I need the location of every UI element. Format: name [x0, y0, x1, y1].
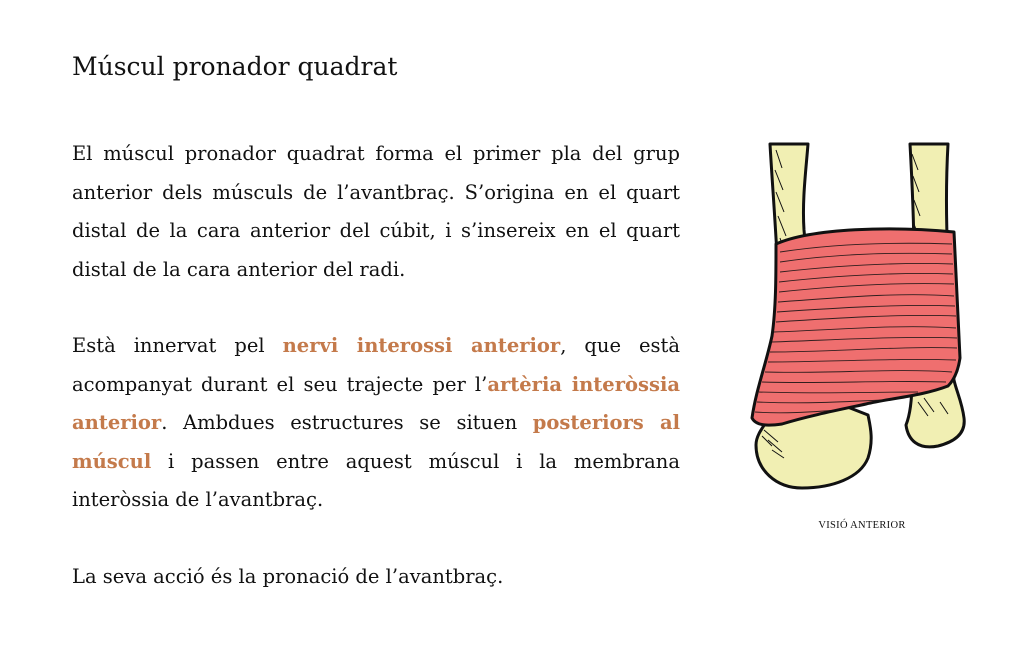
pronator-quadratus-drawing: [742, 140, 982, 500]
page-title: Múscul pronador quadrat: [72, 52, 398, 81]
paragraph-1: El múscul pronador quadrat forma el primer pla del grup anterior dels músculs de l’avantbraç. S’origina en el quart distal de la cara anterior del cúbit, i s’insereix en el quart distal de la cara anterior del radi.: [72, 142, 680, 281]
paragraph-3: La seva acció és la pronació de l’avantbraç.: [72, 564, 504, 588]
paragraph-2-text-1: Està innervat pel: [72, 334, 283, 357]
link-arteria-interossia-anterior[interactable]: artèria interòssia anterior: [72, 372, 680, 434]
link-nervi-interossi-anterior[interactable]: nervi interossi anterior: [282, 334, 561, 357]
paragraph-2: [72, 327, 680, 520]
paragraph-2-text-2: , que està acompanyat durant el seu trajecte per l’: [72, 334, 680, 396]
link-posteriors-al-muscul[interactable]: posteriors al múscul: [72, 411, 680, 473]
paragraph-2-text-3: . Ambdues estructures se situen: [161, 411, 533, 434]
paragraph-2-text-4: i passen entre aquest múscul i la membrana interòssia de l’avantbraç.: [72, 449, 680, 511]
anatomy-illustration: [742, 140, 982, 500]
article-body: [72, 135, 680, 596]
figure-caption: VISIÓ ANTERIOR: [818, 520, 906, 531]
